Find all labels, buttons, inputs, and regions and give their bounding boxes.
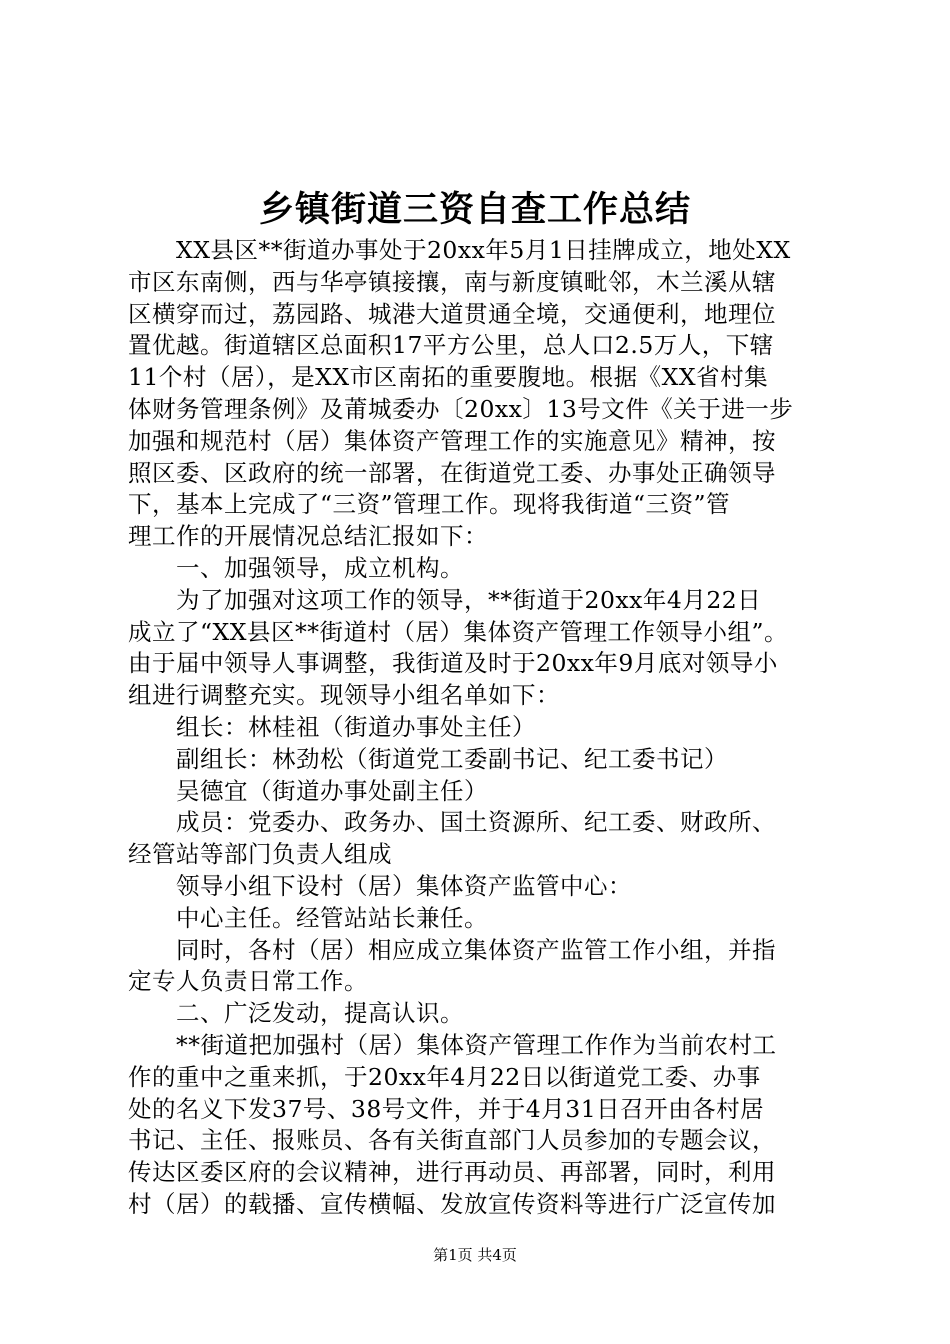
body-line: 副组长：林劲松（街道党工委副书记、纪工委书记） [128, 744, 728, 773]
body-line: 市区东南侧，西与华亭镇接攘，南与新度镇毗邻，木兰溪从辖 [128, 267, 776, 296]
body-line: 组进行调整充实。现领导小组名单如下： [128, 681, 560, 710]
body-line: 成员：党委办、政务办、国土资源所、纪工委、财政所、 [128, 808, 776, 837]
body-line: 传达区委区府的会议精神，进行再动员、再部署，同时，利用 [128, 1158, 776, 1187]
document-body [128, 235, 833, 1221]
body-line: 加强和规范村（居）集体资产管理工作的实施意见》精神，按 [128, 426, 776, 455]
body-line: 定专人负责日常工作。 [128, 967, 368, 996]
body-line: 经管站等部门负责人组成 [128, 840, 392, 869]
body-line: 照区委、区政府的统一部署，在街道党工委、办事处正确领导 [128, 458, 776, 487]
body-line: 区横穿而过，荔园路、城港大道贯通全境，交通便利，地理位 [128, 299, 776, 328]
body-line: 同时，各村（居）相应成立集体资产监管工作小组，并指 [128, 935, 776, 964]
body-line: 下，基本上完成了“三资”管理工作。现将我街道“三资”管 [128, 490, 731, 519]
body-line: 作的重中之重来抓，于20xx年4月22日以街道党工委、办事 [128, 1062, 761, 1091]
document-title: 乡镇街道三资自查工作总结 [258, 189, 691, 230]
body-line: XX县区**街道办事处于20xx年5月1日挂牌成立，地处XX [128, 236, 791, 264]
body-line: 中心主任。经管站站长兼任。 [128, 903, 488, 932]
body-line: 处的名义下发37号、38号文件，并于4月31日召开由各村居 [128, 1094, 765, 1123]
body-line: 为了加强对这项工作的领导，**街道于20xx年4月22日 [128, 585, 762, 614]
body-line: 体财务管理条例》及莆城委办〔20xx〕13号文件《关于进一步 [128, 394, 794, 423]
body-line: 置优越。街道辖区总面积17平方公里，总人口2.5万人，下辖 [128, 331, 774, 360]
section-heading: 一、加强领导，成立机构。 [128, 553, 464, 582]
body-line: 组长：林桂祖（街道办事处主任） [128, 712, 536, 741]
body-line: 11个村（居），是XX市区南拓的重要腹地。根据《XX省村集 [128, 363, 769, 392]
body-line: 书记、主任、报账员、各有关街直部门人员参加的专题会议， [128, 1126, 776, 1155]
body-line: 村（居）的载播、宣传横幅、发放宣传资料等进行广泛宣传加 [128, 1189, 776, 1218]
body-line: 领导小组下设村（居）集体资产监管中心： [128, 871, 632, 900]
body-line: **街道把加强村（居）集体资产管理工作作为当前农村工 [128, 1030, 777, 1059]
body-line: 理工作的开展情况总结汇报如下： [128, 522, 488, 551]
page-footer: 第1页 共4页 [433, 1246, 517, 1264]
body-line: 吴德宜（街道办事处副主任） [128, 776, 488, 805]
section-heading: 二、广泛发动，提高认识。 [128, 999, 464, 1028]
body-line: 由于届中领导人事调整，我街道及时于20xx年9月底对领导小 [128, 649, 778, 678]
body-line: 成立了“XX县区**街道村（居）集体资产管理工作领导小组”。 [128, 617, 788, 646]
